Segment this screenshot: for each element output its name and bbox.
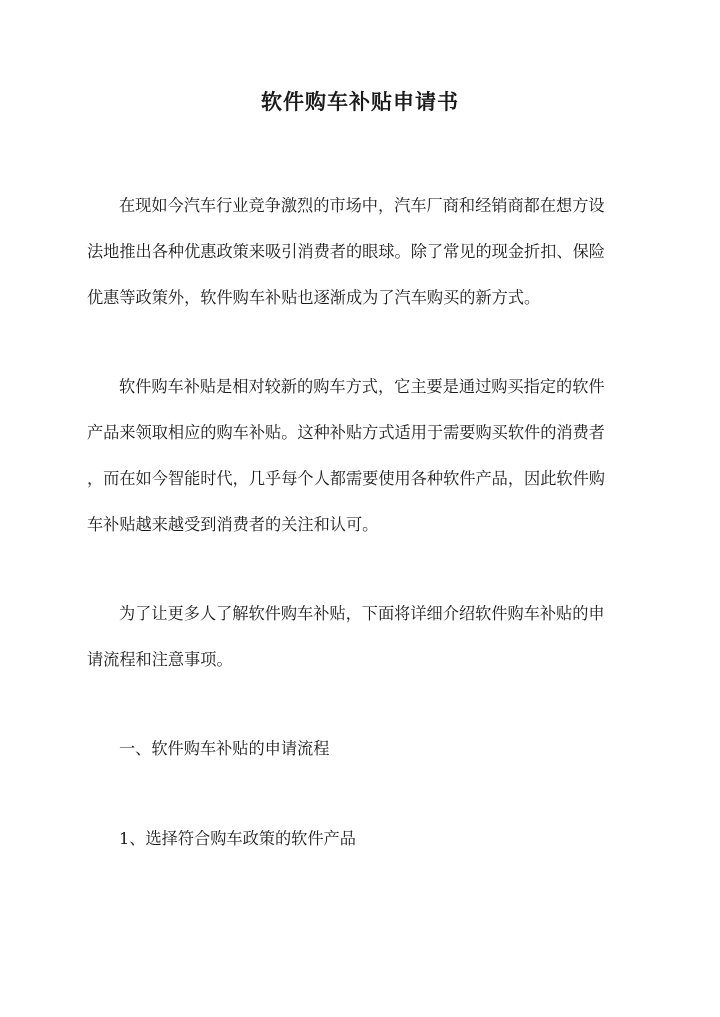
paragraph-line: 车补贴越来越受到消费者的关注和认可。 [87, 515, 379, 534]
paragraph-line: 产品来领取相应的购车补贴。这种补贴方式适用于需要购买软件的消费者 [87, 423, 605, 442]
paragraph-definition [87, 364, 633, 548]
paragraph-line: 法地推出各种优惠政策来吸引消费者的眼球。除了常见的现金折扣、保险 [87, 242, 605, 261]
subsection-heading: 1、选择符合购车政策的软件产品 [119, 829, 356, 848]
paragraph-intro [87, 183, 633, 321]
paragraph-overview [87, 591, 633, 683]
section-heading: 一、软件购车补贴的申请流程 [119, 739, 330, 758]
paragraph-line: 在现如今汽车行业竞争激烈的市场中，汽车厂商和经销商都在想方设 [119, 196, 605, 215]
document-title: 软件购车补贴申请书 [261, 89, 459, 114]
paragraph-line: 请流程和注意事项。 [87, 650, 233, 669]
paragraph-line: 软件购车补贴是相对较新的购车方式，它主要是通过购买指定的软件 [119, 377, 605, 396]
paragraph-line: ，而在如今智能时代，几乎每个人都需要使用各种软件产品，因此软件购 [87, 469, 605, 488]
paragraph-line: 为了让更多人了解软件购车补贴，下面将详细介绍软件购车补贴的申 [119, 604, 605, 623]
paragraph-line: 优惠等政策外，软件购车补贴也逐渐成为了汽车购买的新方式。 [87, 288, 541, 307]
